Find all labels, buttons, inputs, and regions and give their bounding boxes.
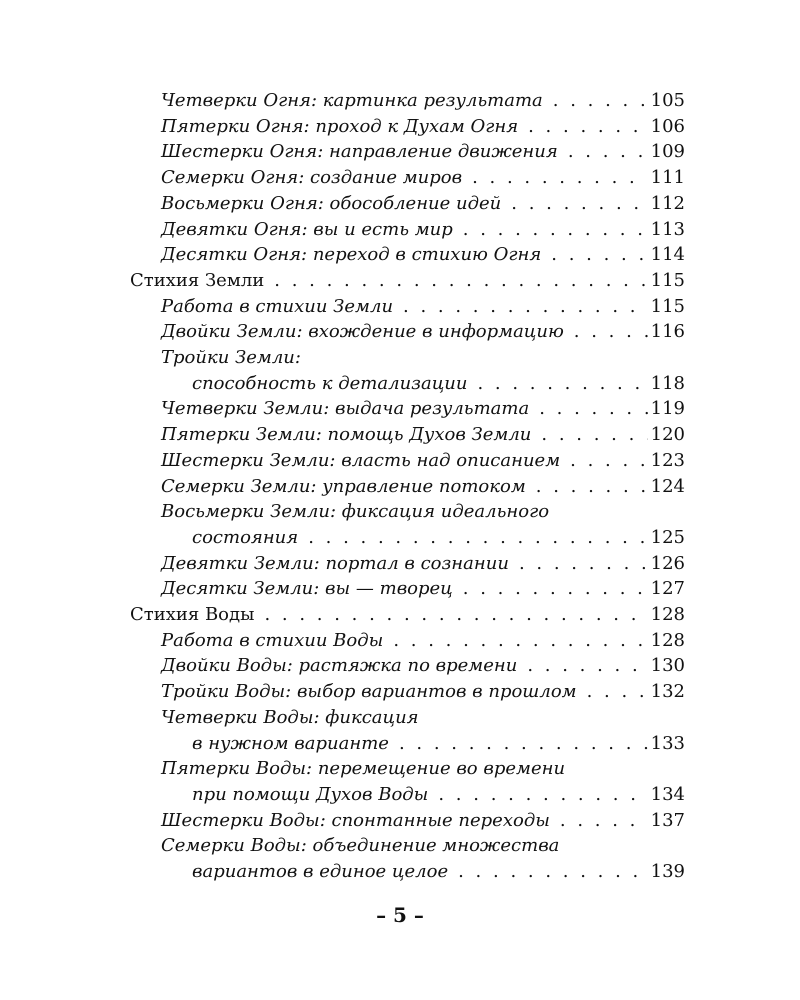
toc-entry[interactable] [130,217,685,243]
toc-leader-dots [438,782,647,808]
toc-page-number: 120 [650,424,685,446]
toc-page-number: 124 [650,475,685,497]
toc-page-number: 111 [650,167,685,189]
toc-entry-title: Работа в стихии Воды [161,629,384,651]
toc-leader-dots [560,808,648,834]
toc-entry-title: Десятки Земли: вы — творец [161,578,453,600]
toc-entry[interactable] [130,191,685,217]
toc-entry[interactable] [130,525,685,551]
toc-entry[interactable] [130,294,685,320]
toc-entry-title: Двойки Воды: растяжка по времени [161,655,518,677]
toc-leader-dots [274,268,647,294]
toc-leader-dots [551,242,647,268]
toc-entry[interactable] [130,396,685,422]
toc-leader-dots [541,422,647,448]
toc-section-entry[interactable] [130,268,685,294]
toc-entry[interactable] [130,114,685,140]
toc-entry-title: Пятерки Огня: проход к Духам Огня [161,115,519,137]
toc-entry-title: Семерки Земли: управление потоком [161,475,526,497]
toc-entry[interactable] [130,139,685,165]
toc-page-number: 126 [650,552,685,574]
toc-page-number: 134 [650,783,685,805]
toc-entry-title-line2: в нужном варианте [192,732,389,754]
toc-leader-dots [511,191,647,217]
toc-leader-dots [553,88,648,114]
toc-entry[interactable] [130,448,685,474]
toc-page-number: 114 [650,244,685,266]
toc-entry-title: Шестерки Огня: направление движения [161,141,558,163]
toc-page-number: 115 [650,269,685,291]
toc-entry-title-line1[interactable]: Восьмерки Земли: фиксация идеального [161,501,550,523]
toc-entry-title: Четверки Земли: выдача результата [161,398,530,420]
toc-page-number: 127 [650,578,685,600]
toc-leader-dots [539,396,647,422]
toc-entry-title: Четверки Огня: картинка результата [161,90,543,111]
toc-page-number: 128 [650,604,685,626]
toc-leader-dots [472,165,648,191]
toc-leader-dots [477,371,647,397]
toc-page-number: 109 [650,141,685,163]
toc-page-number: 118 [650,372,685,394]
toc-entry[interactable] [130,782,685,808]
toc-entry[interactable] [130,628,685,654]
toc-entry-title: Шестерки Воды: спонтанные переходы [161,809,550,831]
toc-leader-dots [519,551,648,577]
toc-entry[interactable] [130,422,685,448]
toc-leader-dots [264,602,647,628]
toc-page-number: 139 [650,861,685,883]
toc-section-title: Стихия Земли [130,269,265,291]
toc-page-number: 128 [650,629,685,651]
toc-entry-title-line1[interactable]: Пятерки Воды: перемещение во времени [161,758,566,780]
toc-entry-title: Восьмерки Огня: обособление идей [161,192,502,214]
toc-leader-dots [458,859,648,885]
toc-page-number: 116 [650,321,685,343]
toc-entry[interactable] [130,165,685,191]
toc-entry-title: Девятки Земли: портал в сознании [161,552,509,574]
toc-entry-title-line2: способность к детализации [192,372,468,394]
toc-page-number: 133 [650,732,685,754]
toc-page-number: 115 [650,295,685,317]
toc-entry[interactable] [130,474,685,500]
toc-leader-dots [587,679,648,705]
toc-page-number: 106 [650,115,685,137]
toc-leader-dots [393,628,647,654]
toc-leader-dots [570,448,648,474]
toc-entry[interactable] [130,551,685,577]
toc-entry[interactable] [130,679,685,705]
toc-section-title: Стихия Воды [130,604,255,626]
toc-leader-dots [403,294,648,320]
toc-entry[interactable] [130,653,685,679]
toc-entry-title: Десятки Огня: переход в стихию Огня [161,244,542,266]
toc-entry-title-line1[interactable]: Тройки Земли: [161,347,301,369]
toc-leader-dots [463,217,648,243]
toc-section-entry[interactable] [130,602,685,628]
toc-entry[interactable] [130,731,685,757]
toc-page-number: 125 [650,526,685,548]
toc-page-number: 105 [650,90,685,111]
toc-page-number: 119 [650,398,685,420]
toc-leader-dots [574,319,648,345]
toc-page-number: 123 [650,449,685,471]
toc-entry[interactable] [130,88,685,114]
toc-leader-dots [463,576,648,602]
table-of-contents [130,88,685,885]
toc-entry[interactable] [130,319,685,345]
toc-entry-title: Тройки Воды: выбор вариантов в прошлом [161,681,577,703]
toc-leader-dots [399,731,648,757]
toc-entry[interactable] [130,808,685,834]
toc-entry[interactable] [130,242,685,268]
toc-entry-title: Семерки Огня: создание миров [161,167,463,189]
toc-leader-dots [527,653,647,679]
toc-entry[interactable] [130,371,685,397]
toc-page-number: 113 [650,218,685,240]
toc-entry-title-line2: при помощи Духов Воды [192,783,429,805]
toc-entry-title-line1[interactable]: Семерки Воды: объединение множества [161,835,560,857]
toc-leader-dots [528,114,648,140]
toc-page-number: 132 [650,681,685,703]
toc-entry[interactable] [130,576,685,602]
toc-leader-dots [536,474,648,500]
toc-entry-title-line2: вариантов в единое целое [192,861,449,883]
toc-leader-dots [308,525,647,551]
toc-page-number: 137 [650,809,685,831]
toc-entry-title: Девятки Огня: вы и есть мир [161,218,453,240]
toc-entry-title: Пятерки Земли: помощь Духов Земли [161,424,532,446]
toc-entry-title: Шестерки Земли: власть над описанием [161,449,561,471]
toc-entry-title: Двойки Земли: вхождение в информацию [161,321,564,343]
toc-page-number: 112 [650,192,685,214]
toc-entry[interactable] [130,859,685,885]
toc-page-number: 130 [650,655,685,677]
toc-entry-title: Работа в стихии Земли [161,295,394,317]
toc-entry-title-line1[interactable]: Четверки Воды: фиксация [161,706,419,728]
page-number-footer: – 5 – [376,903,424,927]
toc-entry-title-line2: состояния [192,526,299,548]
toc-leader-dots [568,139,648,165]
